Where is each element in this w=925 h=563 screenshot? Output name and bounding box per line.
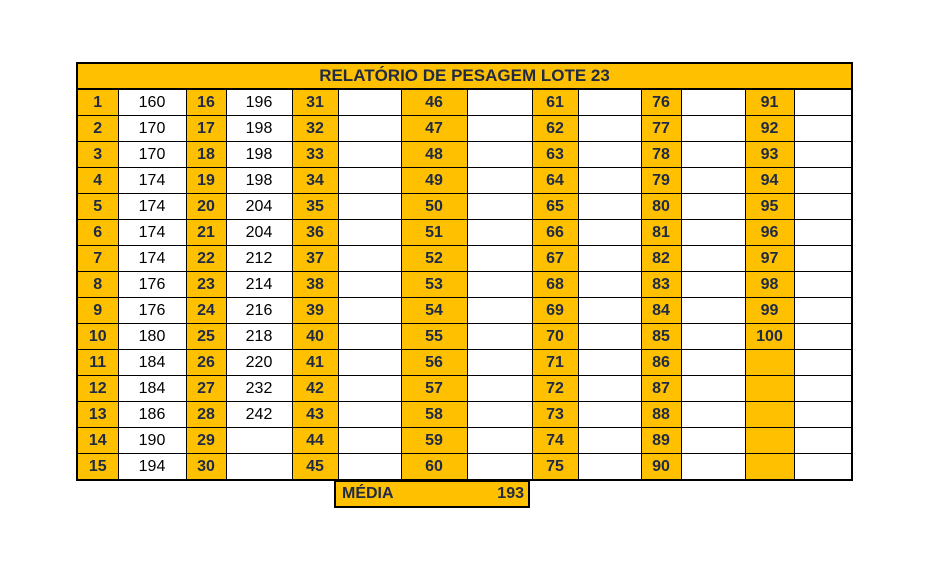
weight-cell[interactable] [338, 89, 401, 116]
lot-number-cell: 81 [641, 220, 681, 246]
weight-cell[interactable] [338, 220, 401, 246]
lot-number-cell: 79 [641, 168, 681, 194]
weight-cell[interactable]: 170 [118, 116, 186, 142]
lot-number-cell: 88 [641, 402, 681, 428]
weight-cell[interactable] [794, 350, 852, 376]
lot-number-cell [745, 376, 794, 402]
weight-cell[interactable] [467, 194, 532, 220]
weight-cell[interactable] [578, 402, 641, 428]
weight-cell[interactable]: 214 [226, 272, 292, 298]
lot-number-cell: 23 [186, 272, 226, 298]
weight-cell[interactable] [467, 272, 532, 298]
weight-cell[interactable] [794, 194, 852, 220]
lot-number-cell: 22 [186, 246, 226, 272]
weight-cell[interactable] [794, 89, 852, 116]
lot-number-cell: 19 [186, 168, 226, 194]
weight-cell[interactable]: 194 [118, 454, 186, 481]
weight-cell[interactable] [467, 142, 532, 168]
weight-cell[interactable] [578, 350, 641, 376]
weight-cell[interactable] [578, 194, 641, 220]
lot-number-cell: 91 [745, 89, 794, 116]
lot-number-cell: 50 [401, 194, 467, 220]
weight-cell[interactable] [467, 376, 532, 402]
weight-cell[interactable] [467, 220, 532, 246]
weight-cell[interactable]: 174 [118, 246, 186, 272]
lot-number-cell: 58 [401, 402, 467, 428]
lot-number-cell: 92 [745, 116, 794, 142]
lot-number-cell: 64 [532, 168, 578, 194]
lot-number-cell: 52 [401, 246, 467, 272]
weight-cell[interactable] [338, 350, 401, 376]
weight-cell[interactable]: 198 [226, 168, 292, 194]
lot-number-cell: 6 [77, 220, 118, 246]
lot-number-cell: 30 [186, 454, 226, 481]
weight-cell[interactable] [467, 168, 532, 194]
lot-number-cell: 76 [641, 89, 681, 116]
lot-number-cell: 62 [532, 116, 578, 142]
lot-number-cell: 99 [745, 298, 794, 324]
weight-cell[interactable] [338, 402, 401, 428]
lot-number-cell: 8 [77, 272, 118, 298]
table-row [77, 168, 852, 194]
weight-cell[interactable] [681, 272, 745, 298]
lot-number-cell: 85 [641, 324, 681, 350]
weight-cell[interactable]: 184 [118, 376, 186, 402]
weight-cell[interactable]: 218 [226, 324, 292, 350]
table-row [77, 246, 852, 272]
lot-number-cell: 12 [77, 376, 118, 402]
lot-number-cell: 36 [292, 220, 338, 246]
weight-cell[interactable] [578, 89, 641, 116]
weight-cell[interactable] [226, 428, 292, 454]
lot-number-cell: 55 [401, 324, 467, 350]
lot-number-cell: 68 [532, 272, 578, 298]
lot-number-cell: 56 [401, 350, 467, 376]
lot-number-cell: 75 [532, 454, 578, 481]
weight-cell[interactable] [467, 454, 532, 481]
weight-cell[interactable] [578, 246, 641, 272]
lot-number-cell: 41 [292, 350, 338, 376]
lot-number-cell: 4 [77, 168, 118, 194]
lot-number-cell: 83 [641, 272, 681, 298]
lot-number-cell: 28 [186, 402, 226, 428]
lot-number-cell: 33 [292, 142, 338, 168]
lot-number-cell: 27 [186, 376, 226, 402]
lot-number-cell: 80 [641, 194, 681, 220]
lot-number-cell: 74 [532, 428, 578, 454]
lot-number-cell: 65 [532, 194, 578, 220]
weight-cell[interactable] [467, 402, 532, 428]
table-row [77, 89, 852, 116]
lot-number-cell: 90 [641, 454, 681, 481]
lot-number-cell: 96 [745, 220, 794, 246]
weight-cell[interactable] [467, 89, 532, 116]
average-value: 193 [497, 485, 524, 502]
weight-cell[interactable] [681, 142, 745, 168]
weight-cell[interactable] [794, 454, 852, 481]
weight-cell[interactable] [681, 116, 745, 142]
lot-number-cell: 77 [641, 116, 681, 142]
weight-cell[interactable] [794, 142, 852, 168]
lot-number-cell: 49 [401, 168, 467, 194]
weight-cell[interactable] [794, 272, 852, 298]
lot-number-cell: 82 [641, 246, 681, 272]
weight-cell[interactable] [681, 402, 745, 428]
weight-cell[interactable]: 184 [118, 350, 186, 376]
table-row [77, 272, 852, 298]
weight-cell[interactable] [794, 220, 852, 246]
lot-number-cell: 24 [186, 298, 226, 324]
lot-number-cell: 45 [292, 454, 338, 481]
lot-number-cell: 25 [186, 324, 226, 350]
lot-number-cell: 66 [532, 220, 578, 246]
weight-cell[interactable] [681, 350, 745, 376]
lot-number-cell: 32 [292, 116, 338, 142]
weight-cell[interactable]: 176 [118, 298, 186, 324]
lot-number-cell: 94 [745, 168, 794, 194]
weight-cell[interactable]: 174 [118, 220, 186, 246]
lot-number-cell: 31 [292, 89, 338, 116]
weight-cell[interactable] [681, 89, 745, 116]
lot-number-cell: 20 [186, 194, 226, 220]
average-summary [334, 480, 530, 508]
weight-cell[interactable]: 220 [226, 350, 292, 376]
weight-cell[interactable] [338, 324, 401, 350]
weighing-report-table [76, 62, 853, 481]
weight-cell[interactable] [467, 298, 532, 324]
weight-cell[interactable]: 198 [226, 142, 292, 168]
weight-cell[interactable] [467, 246, 532, 272]
weight-cell[interactable] [794, 246, 852, 272]
lot-number-cell: 35 [292, 194, 338, 220]
lot-number-cell: 7 [77, 246, 118, 272]
lot-number-cell: 14 [77, 428, 118, 454]
lot-number-cell: 34 [292, 168, 338, 194]
lot-number-cell: 53 [401, 272, 467, 298]
lot-number-cell: 5 [77, 194, 118, 220]
weight-cell[interactable] [338, 376, 401, 402]
lot-number-cell: 16 [186, 89, 226, 116]
lot-number-cell: 44 [292, 428, 338, 454]
weight-cell[interactable] [578, 142, 641, 168]
weight-cell[interactable] [681, 324, 745, 350]
weight-cell[interactable] [338, 272, 401, 298]
lot-number-cell: 59 [401, 428, 467, 454]
lot-number-cell: 10 [77, 324, 118, 350]
weight-cell[interactable]: 204 [226, 194, 292, 220]
weight-cell[interactable]: 204 [226, 220, 292, 246]
lot-number-cell: 97 [745, 246, 794, 272]
table-row [77, 142, 852, 168]
lot-number-cell [745, 402, 794, 428]
lot-number-cell: 98 [745, 272, 794, 298]
table-row [77, 298, 852, 324]
table-row [77, 454, 852, 481]
weight-cell[interactable] [467, 350, 532, 376]
weight-cell[interactable] [338, 246, 401, 272]
lot-number-cell: 39 [292, 298, 338, 324]
weight-cell[interactable] [578, 272, 641, 298]
lot-number-cell: 57 [401, 376, 467, 402]
lot-number-cell: 54 [401, 298, 467, 324]
weight-cell[interactable]: 186 [118, 402, 186, 428]
lot-number-cell: 95 [745, 194, 794, 220]
weight-cell[interactable] [578, 168, 641, 194]
lot-number-cell: 21 [186, 220, 226, 246]
weight-cell[interactable]: 174 [118, 168, 186, 194]
weight-cell[interactable] [681, 376, 745, 402]
weight-cell[interactable] [681, 168, 745, 194]
lot-number-cell: 72 [532, 376, 578, 402]
lot-number-cell: 70 [532, 324, 578, 350]
weight-cell[interactable] [681, 194, 745, 220]
weight-cell[interactable] [338, 116, 401, 142]
lot-number-cell: 13 [77, 402, 118, 428]
lot-number-cell: 78 [641, 142, 681, 168]
report-title: RELATÓRIO DE PESAGEM LOTE 23 [77, 63, 852, 89]
weight-cell[interactable] [578, 324, 641, 350]
lot-number-cell: 42 [292, 376, 338, 402]
lot-number-cell: 48 [401, 142, 467, 168]
lot-number-cell [745, 454, 794, 481]
weight-cell[interactable] [338, 298, 401, 324]
lot-number-cell [745, 428, 794, 454]
lot-number-cell: 1 [77, 89, 118, 116]
weight-cell[interactable] [338, 454, 401, 481]
weight-cell[interactable] [794, 324, 852, 350]
lot-number-cell: 87 [641, 376, 681, 402]
lot-number-cell: 47 [401, 116, 467, 142]
lot-number-cell: 93 [745, 142, 794, 168]
lot-number-cell: 11 [77, 350, 118, 376]
weight-cell[interactable] [467, 324, 532, 350]
lot-number-cell: 38 [292, 272, 338, 298]
lot-number-cell: 37 [292, 246, 338, 272]
weight-cell[interactable] [794, 402, 852, 428]
average-label: MÉDIA [342, 485, 394, 502]
table-row [77, 402, 852, 428]
weight-cell[interactable] [338, 428, 401, 454]
weight-cell[interactable]: 212 [226, 246, 292, 272]
lot-number-cell: 84 [641, 298, 681, 324]
weight-cell[interactable]: 232 [226, 376, 292, 402]
weight-cell[interactable] [681, 454, 745, 481]
weight-cell[interactable] [226, 454, 292, 481]
lot-number-cell: 60 [401, 454, 467, 481]
weight-cell[interactable] [338, 168, 401, 194]
lot-number-cell: 2 [77, 116, 118, 142]
lot-number-cell: 61 [532, 89, 578, 116]
table-row [77, 324, 852, 350]
weight-cell[interactable] [794, 428, 852, 454]
lot-number-cell: 3 [77, 142, 118, 168]
weight-cell[interactable] [794, 116, 852, 142]
table-row [77, 428, 852, 454]
lot-number-cell: 9 [77, 298, 118, 324]
weight-cell[interactable] [578, 116, 641, 142]
lot-number-cell: 29 [186, 428, 226, 454]
weight-cell[interactable] [338, 142, 401, 168]
lot-number-cell: 46 [401, 89, 467, 116]
lot-number-cell: 71 [532, 350, 578, 376]
weight-cell[interactable] [794, 376, 852, 402]
weight-cell[interactable] [794, 298, 852, 324]
weight-cell[interactable] [681, 220, 745, 246]
weight-cell[interactable]: 180 [118, 324, 186, 350]
weight-cell[interactable]: 160 [118, 89, 186, 116]
lot-number-cell: 67 [532, 246, 578, 272]
weight-cell[interactable]: 198 [226, 116, 292, 142]
weight-cell[interactable] [578, 220, 641, 246]
lot-number-cell: 89 [641, 428, 681, 454]
lot-number-cell: 100 [745, 324, 794, 350]
weight-cell[interactable] [681, 298, 745, 324]
weight-cell[interactable] [794, 168, 852, 194]
weight-cell[interactable] [578, 454, 641, 481]
weight-cell[interactable]: 190 [118, 428, 186, 454]
lot-number-cell: 17 [186, 116, 226, 142]
weight-cell[interactable] [578, 298, 641, 324]
weight-cell[interactable] [467, 116, 532, 142]
weight-cell[interactable] [467, 428, 532, 454]
weight-cell[interactable] [338, 194, 401, 220]
lot-number-cell: 18 [186, 142, 226, 168]
table-row [77, 194, 852, 220]
lot-number-cell: 43 [292, 402, 338, 428]
lot-number-cell: 15 [77, 454, 118, 481]
weight-cell[interactable] [578, 376, 641, 402]
weight-cell[interactable] [578, 428, 641, 454]
weight-cell[interactable]: 196 [226, 89, 292, 116]
table-row [77, 376, 852, 402]
weight-cell[interactable]: 174 [118, 194, 186, 220]
weight-cell[interactable] [681, 246, 745, 272]
table-row [77, 350, 852, 376]
lot-number-cell: 63 [532, 142, 578, 168]
lot-number-cell: 51 [401, 220, 467, 246]
lot-number-cell [745, 350, 794, 376]
weight-cell[interactable]: 170 [118, 142, 186, 168]
weight-cell[interactable]: 176 [118, 272, 186, 298]
lot-number-cell: 86 [641, 350, 681, 376]
lot-number-cell: 73 [532, 402, 578, 428]
table-row [77, 116, 852, 142]
lot-number-cell: 40 [292, 324, 338, 350]
lot-number-cell: 69 [532, 298, 578, 324]
table-row [77, 220, 852, 246]
weight-cell[interactable] [681, 428, 745, 454]
weight-cell[interactable]: 216 [226, 298, 292, 324]
lot-number-cell: 26 [186, 350, 226, 376]
weight-cell[interactable]: 242 [226, 402, 292, 428]
